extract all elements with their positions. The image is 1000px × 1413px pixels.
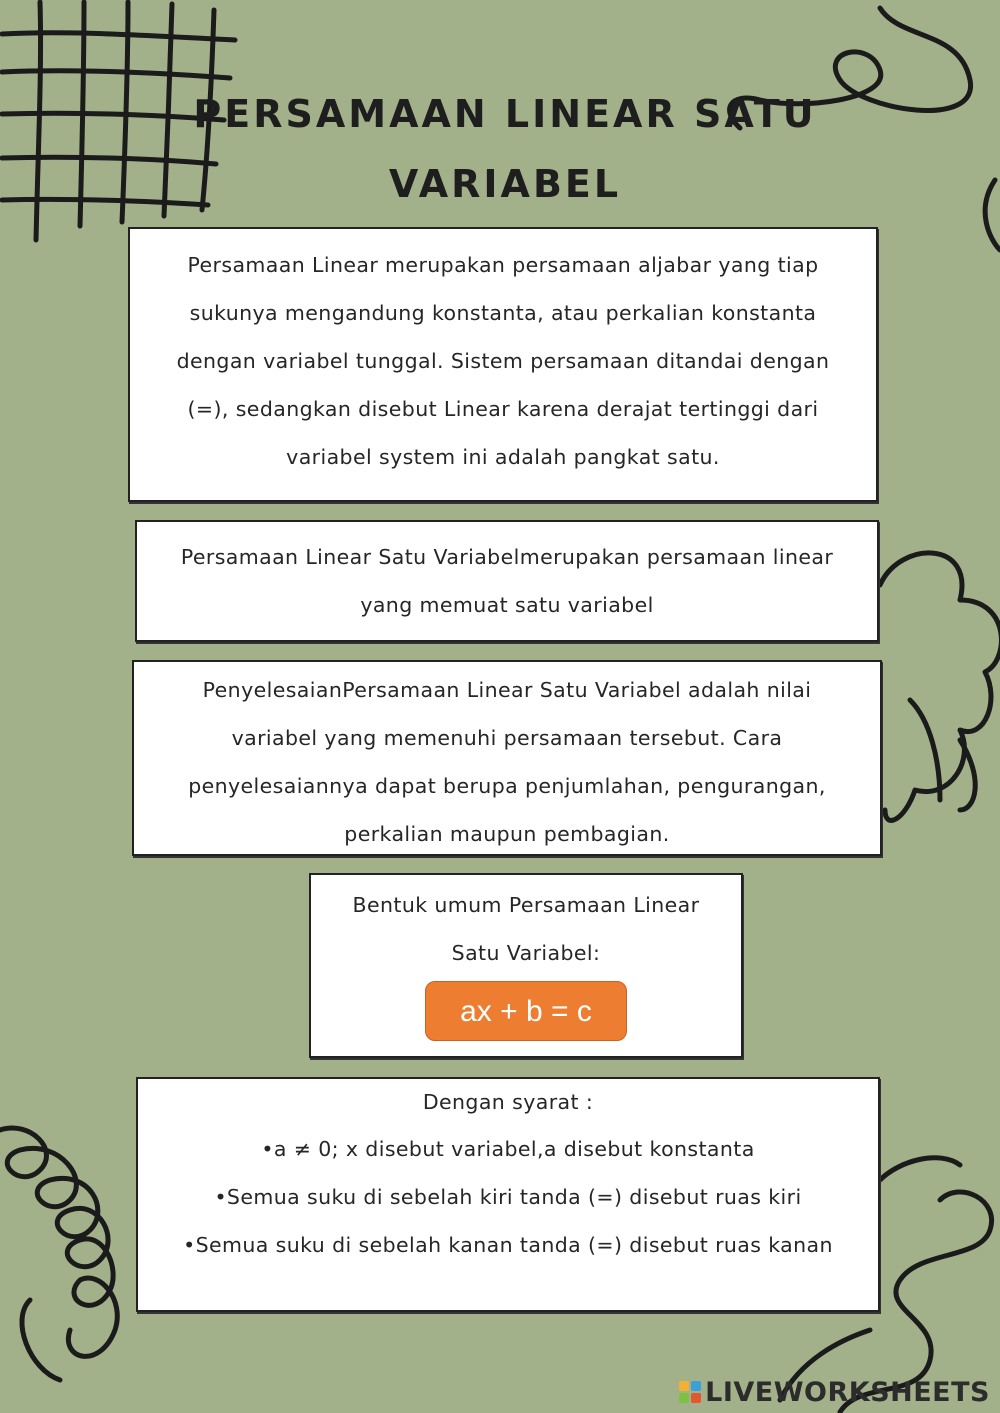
definition-line: (=), sedangkan disebut Linear karena derajat tertinggi dari [187, 397, 819, 421]
solution-line: perkalian maupun pembagian. [344, 822, 670, 846]
definition-box [128, 227, 878, 502]
definition-line: variabel system ini adalah pangkat satu. [286, 445, 720, 469]
plsv-line: Persamaan Linear Satu Variabelmerupakan persamaan linear [180, 545, 834, 569]
watermark-text: LIVEWORKSHEETS [705, 1376, 990, 1408]
solution-box [132, 660, 882, 856]
condition-item: •Semua suku di sebelah kanan tanda (=) disebut ruas kanan [183, 1233, 833, 1257]
solution-line: penyelesaiannya dapat berupa penjumlahan, pengurangan, [188, 774, 826, 798]
general-form-box [309, 873, 743, 1058]
coil-doodle-icon [0, 1128, 117, 1356]
definition-line: Persamaan Linear merupakan persamaan aljabar yang tiap [187, 253, 819, 277]
condition-item: •Semua suku di sebelah kiri tanda (=) disebut ruas kiri [214, 1185, 802, 1209]
plsv-definition-box [135, 520, 879, 642]
page-title-line-2: VARIABEL [388, 162, 622, 206]
general-form-line: Satu Variabel: [451, 941, 601, 965]
liveworksheets-watermark [679, 1377, 990, 1407]
condition-item: •a ≠ 0; x disebut variabel,a disebut konstanta [261, 1137, 755, 1161]
general-form-formula: ax + b = c [425, 981, 627, 1041]
definition-line: dengan variabel tunggal. Sistem persamaan ditandai dengan [176, 349, 830, 373]
solution-line: variabel yang memenuhi persamaan tersebut. Cara [231, 726, 783, 750]
conditions-heading: Dengan syarat : [422, 1090, 594, 1114]
definition-line: sukunya mengandung konstanta, atau perkalian konstanta [189, 301, 817, 325]
general-form-line: Bentuk umum Persamaan Linear [352, 893, 700, 917]
conditions-box [136, 1077, 880, 1312]
solution-line: PenyelesaianPersamaan Linear Satu Variabel adalah nilai [202, 678, 812, 702]
plsv-line: yang memuat satu variabel [360, 593, 654, 617]
page-title-line-1: PERSAMAAN LINEAR SATU [193, 92, 817, 136]
liveworksheets-logo-icon [679, 1381, 701, 1403]
